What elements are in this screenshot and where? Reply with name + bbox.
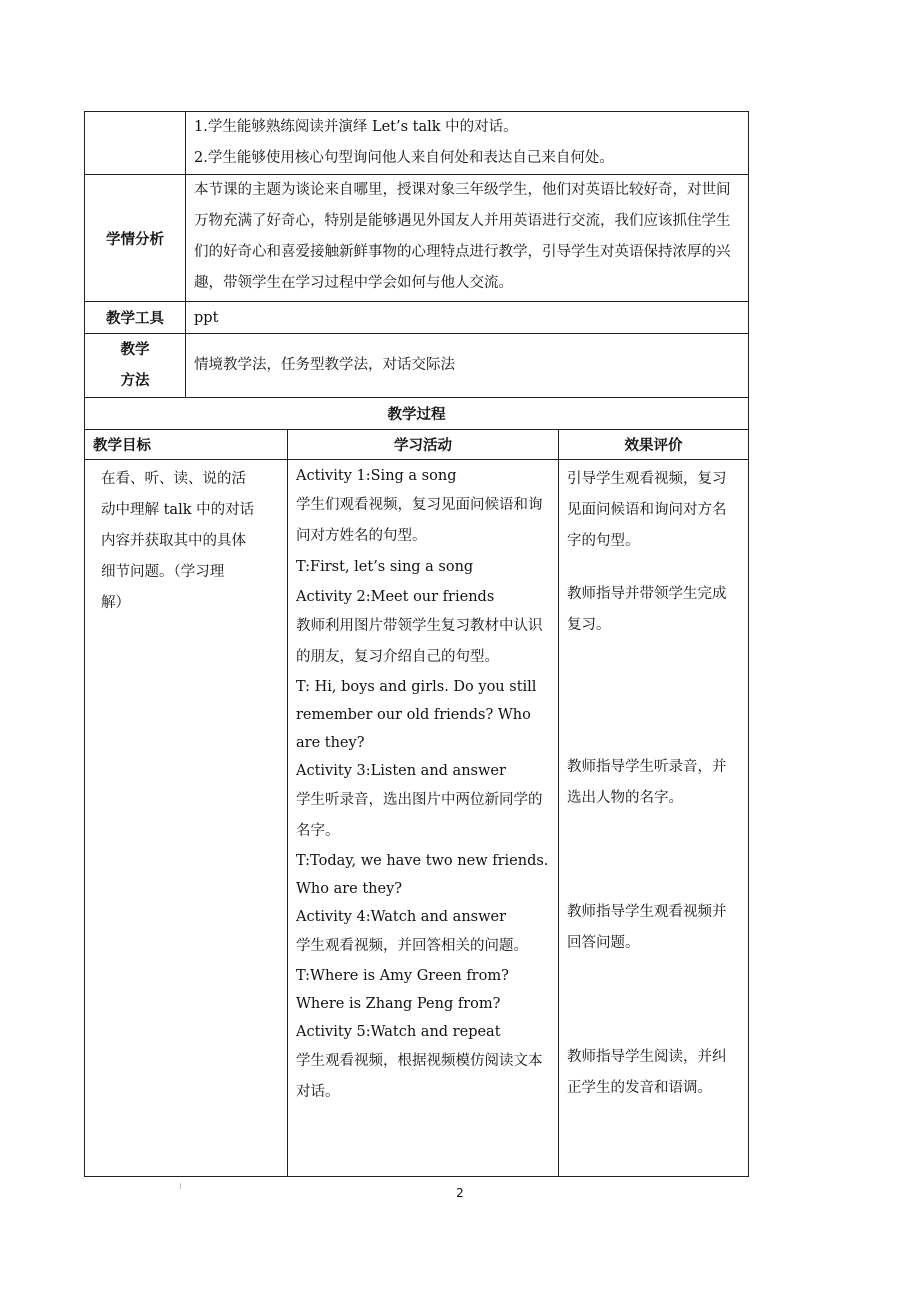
evaluation-2: 教师指导并带领学生完成复习。 (567, 586, 727, 633)
activities-cell (288, 460, 559, 1177)
goal-line: 解） (101, 595, 130, 611)
tools-row (85, 302, 749, 334)
page-number: 2 (456, 1186, 464, 1200)
tools-value: ppt (186, 302, 749, 334)
process-body-row (85, 460, 749, 1177)
objective-1: 1.学生能够熟练阅读并演绎 Let’s talk 中的对话。 (194, 119, 518, 135)
evaluation-cell (559, 460, 749, 1177)
activity-5-desc: 学生观看视频，根据视频模仿阅读文本对话。 (296, 1053, 543, 1100)
activity-1-desc: 学生们观看视频，复习见面问候语和询问对方姓名的句型。 (296, 497, 543, 544)
evaluation-4: 教师指导学生观看视频并回答问题。 (567, 904, 727, 951)
activity-3-desc: 学生听录音，选出图片中两位新同学的名字。 (296, 792, 543, 839)
tools-label: 教学工具 (85, 302, 186, 334)
goal-cell (85, 460, 288, 1177)
activity-4-teacher: T:Where is Amy Green from? Where is Zhang Peng from? (296, 968, 509, 1012)
activity-5-title: Activity 5:Watch and repeat (296, 1024, 501, 1040)
method-value: 情境教学法，任务型教学法，对话交际法 (186, 334, 749, 398)
activity-1-title: Activity 1:Sing a song (296, 468, 457, 484)
process-title-row (85, 398, 749, 430)
lesson-plan-table (84, 111, 749, 1177)
header-evaluation: 效果评价 (559, 430, 749, 460)
goal-line: 细节问题。（学习理 (101, 564, 225, 580)
evaluation-1: 引导学生观看视频，复习见面问候语和询问对方名字的句型。 (567, 471, 727, 549)
method-label (85, 334, 186, 398)
header-activity: 学习活动 (288, 430, 559, 460)
learner-analysis-row (85, 175, 749, 302)
activity-3-teacher: T:Today, we have two new friends. Who are they? (296, 853, 549, 897)
method-label-line2: 方法 (120, 372, 150, 389)
process-title: 教学过程 (85, 398, 749, 430)
process-header-row (85, 430, 749, 460)
activity-3-title: Activity 3:Listen and answer (296, 763, 506, 779)
goal-line: 内容并获取其中的具体 (101, 533, 246, 549)
method-row (85, 334, 749, 398)
evaluation-3: 教师指导学生听录音，并选出人物的名字。 (567, 759, 727, 806)
activity-4-title: Activity 4:Watch and answer (296, 909, 507, 925)
objectives-label-cell (85, 112, 186, 175)
learner-analysis-label: 学情分析 (85, 175, 186, 302)
objectives-row (85, 112, 749, 175)
activity-2-teacher: T: Hi, boys and girls. Do you still remember our old friends? Who are they? (296, 679, 537, 751)
objective-2: 2.学生能够使用核心句型询问他人来自何处和表达自己来自何处。 (194, 150, 614, 166)
method-label-line1: 教学 (120, 341, 150, 358)
activity-2-title: Activity 2:Meet our friends (296, 589, 495, 605)
objectives-cell (186, 112, 749, 175)
goal-line: 在看、听、读、说的活 (101, 471, 246, 487)
learner-analysis-text: 本节课的主题为谈论来自哪里，授课对象三年级学生，他们对英语比较好奇，对世间万物充满了好奇心，特别是能够遇见外国友人并用英语进行交流，我们应该抓住学生们的好奇心和喜爱接触新鲜事物的心理特点进行教学，引导学生对英语保持浓厚的兴趣，带领学生在学习过程中学会如何与他人交流。 (186, 175, 749, 302)
activity-2-desc: 教师利用图片带领学生复习教材中认识的朋友，复习介绍自己的句型。 (296, 618, 543, 665)
activity-1-teacher: T:First, let’s sing a song (296, 559, 474, 575)
goal-line: 动中理解 talk 中的对话 (101, 502, 255, 518)
header-goal: 教学目标 (85, 430, 288, 460)
evaluation-5: 教师指导学生阅读，并纠正学生的发音和语调。 (567, 1049, 727, 1096)
activity-4-desc: 学生观看视频，并回答相关的问题。 (296, 938, 528, 954)
